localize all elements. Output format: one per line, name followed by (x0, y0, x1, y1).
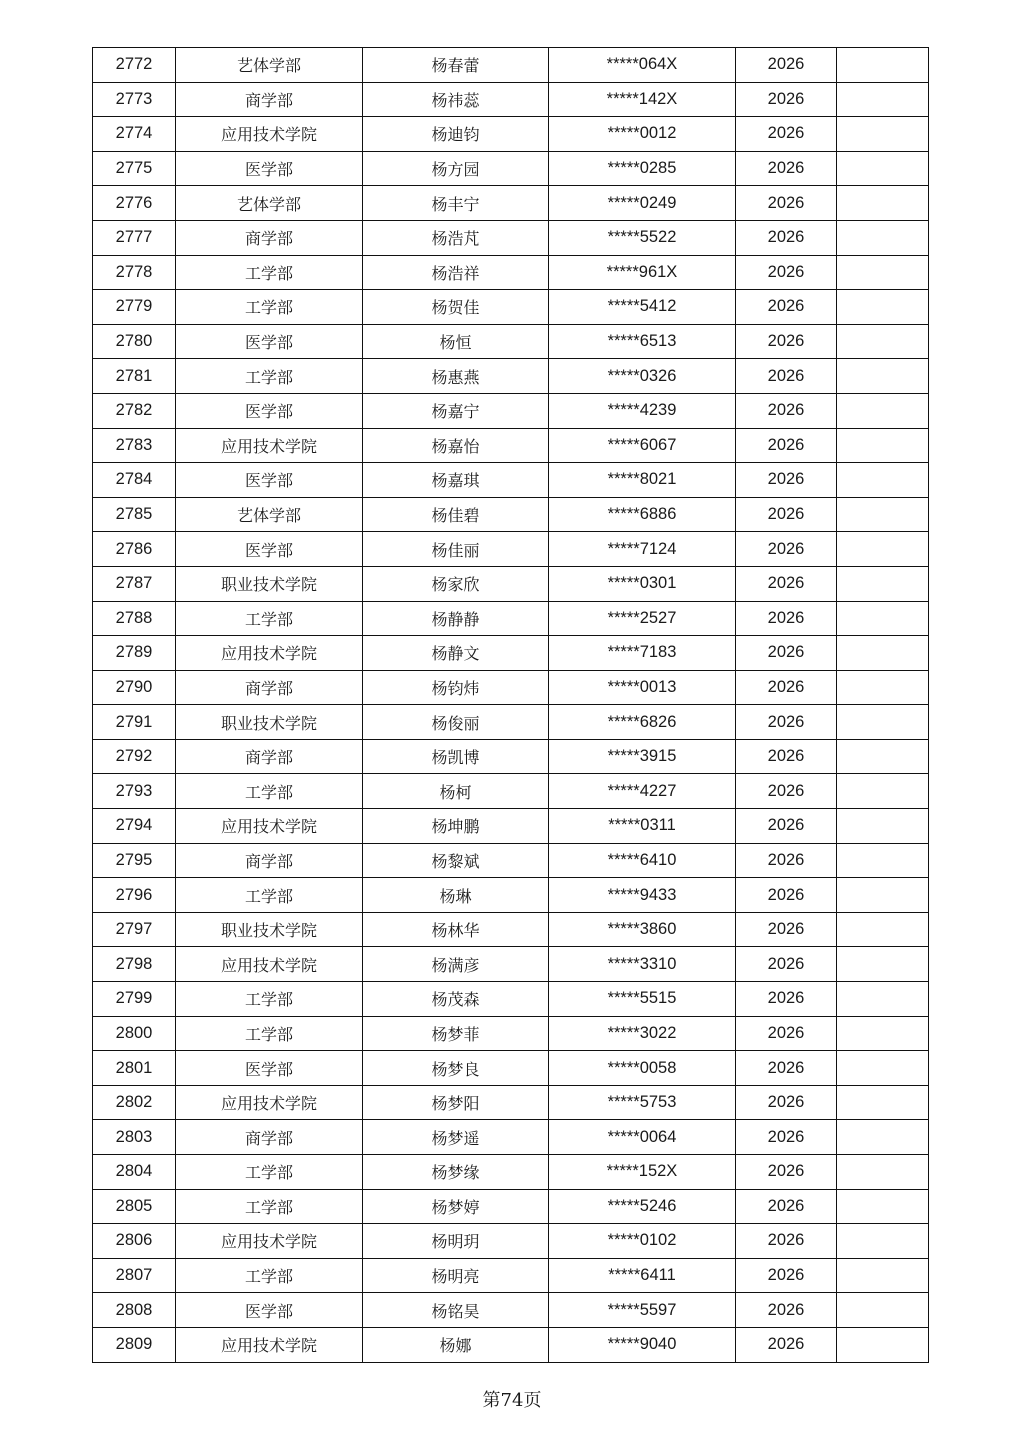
remark-cell (837, 739, 929, 774)
student-name-cell: 杨嘉琪 (363, 463, 549, 498)
remark-cell (837, 1155, 929, 1190)
department-cell: 应用技术学院 (176, 636, 363, 671)
row-number-cell: 2802 (93, 1085, 176, 1120)
department-cell: 应用技术学院 (176, 428, 363, 463)
year-cell: 2026 (736, 497, 837, 532)
row-number-cell: 2792 (93, 739, 176, 774)
table-row (93, 601, 929, 636)
department-cell: 医学部 (176, 393, 363, 428)
id-number-cell: *****6411 (549, 1258, 736, 1293)
row-number-cell: 2772 (93, 48, 176, 83)
student-name-cell: 杨明玥 (363, 1224, 549, 1259)
remark-cell (837, 497, 929, 532)
department-cell: 应用技术学院 (176, 809, 363, 844)
page-number: 第74页 (482, 1390, 542, 1411)
row-number-cell: 2798 (93, 947, 176, 982)
department-cell: 职业技术学院 (176, 912, 363, 947)
table-row (93, 532, 929, 567)
table-row (93, 1224, 929, 1259)
table-row (93, 1016, 929, 1051)
student-name-cell: 杨浩祥 (363, 255, 549, 290)
remark-cell (837, 82, 929, 117)
id-number-cell: *****4239 (549, 393, 736, 428)
department-cell: 艺体学部 (176, 497, 363, 532)
year-cell: 2026 (736, 1327, 837, 1362)
department-cell: 应用技术学院 (176, 1224, 363, 1259)
table-row (93, 151, 929, 186)
year-cell: 2026 (736, 1051, 837, 1086)
department-cell: 工学部 (176, 601, 363, 636)
remark-cell (837, 151, 929, 186)
table-row (93, 1085, 929, 1120)
remark-cell (837, 1327, 929, 1362)
id-number-cell: *****3310 (549, 947, 736, 982)
year-cell: 2026 (736, 1293, 837, 1328)
student-name-cell: 杨佳碧 (363, 497, 549, 532)
row-number-cell: 2806 (93, 1224, 176, 1259)
remark-cell (837, 1224, 929, 1259)
table-row (93, 809, 929, 844)
department-cell: 医学部 (176, 1293, 363, 1328)
department-cell: 医学部 (176, 1051, 363, 1086)
student-name-cell: 杨娜 (363, 1327, 549, 1362)
department-cell: 医学部 (176, 463, 363, 498)
year-cell: 2026 (736, 878, 837, 913)
id-number-cell: *****5412 (549, 290, 736, 325)
department-cell: 职业技术学院 (176, 705, 363, 740)
department-cell: 工学部 (176, 878, 363, 913)
remark-cell (837, 48, 929, 83)
year-cell: 2026 (736, 428, 837, 463)
department-cell: 应用技术学院 (176, 947, 363, 982)
id-number-cell: *****3022 (549, 1016, 736, 1051)
id-number-cell: *****7183 (549, 636, 736, 671)
student-name-cell: 杨茂森 (363, 982, 549, 1017)
year-cell: 2026 (736, 1224, 837, 1259)
year-cell: 2026 (736, 393, 837, 428)
remark-cell (837, 636, 929, 671)
id-number-cell: *****152X (549, 1155, 736, 1190)
roster-table (92, 47, 929, 1363)
table-row (93, 1327, 929, 1362)
row-number-cell: 2786 (93, 532, 176, 567)
id-number-cell: *****9433 (549, 878, 736, 913)
year-cell: 2026 (736, 1189, 837, 1224)
table-row (93, 636, 929, 671)
remark-cell (837, 532, 929, 567)
id-number-cell: *****9040 (549, 1327, 736, 1362)
id-number-cell: *****961X (549, 255, 736, 290)
row-number-cell: 2783 (93, 428, 176, 463)
year-cell: 2026 (736, 1120, 837, 1155)
year-cell: 2026 (736, 151, 837, 186)
department-cell: 工学部 (176, 774, 363, 809)
department-cell: 商学部 (176, 82, 363, 117)
row-number-cell: 2775 (93, 151, 176, 186)
department-cell: 工学部 (176, 982, 363, 1017)
student-name-cell: 杨浩芃 (363, 220, 549, 255)
year-cell: 2026 (736, 982, 837, 1017)
department-cell: 工学部 (176, 1258, 363, 1293)
year-cell: 2026 (736, 566, 837, 601)
remark-cell (837, 843, 929, 878)
year-cell: 2026 (736, 1016, 837, 1051)
row-number-cell: 2799 (93, 982, 176, 1017)
remark-cell (837, 947, 929, 982)
table-row (93, 912, 929, 947)
year-cell: 2026 (736, 947, 837, 982)
row-number-cell: 2805 (93, 1189, 176, 1224)
student-name-cell: 杨迪钧 (363, 117, 549, 152)
year-cell: 2026 (736, 1258, 837, 1293)
remark-cell (837, 566, 929, 601)
remark-cell (837, 982, 929, 1017)
department-cell: 医学部 (176, 532, 363, 567)
student-name-cell: 杨方园 (363, 151, 549, 186)
row-number-cell: 2800 (93, 1016, 176, 1051)
student-name-cell: 杨明亮 (363, 1258, 549, 1293)
id-number-cell: *****0064 (549, 1120, 736, 1155)
student-name-cell: 杨钧炜 (363, 670, 549, 705)
table-row (93, 739, 929, 774)
table-row (93, 1258, 929, 1293)
id-number-cell: *****6826 (549, 705, 736, 740)
row-number-cell: 2779 (93, 290, 176, 325)
row-number-cell: 2795 (93, 843, 176, 878)
student-name-cell: 杨柯 (363, 774, 549, 809)
row-number-cell: 2773 (93, 82, 176, 117)
remark-cell (837, 117, 929, 152)
year-cell: 2026 (736, 324, 837, 359)
row-number-cell: 2807 (93, 1258, 176, 1293)
department-cell: 商学部 (176, 739, 363, 774)
year-cell: 2026 (736, 186, 837, 221)
year-cell: 2026 (736, 359, 837, 394)
department-cell: 工学部 (176, 290, 363, 325)
remark-cell (837, 186, 929, 221)
row-number-cell: 2808 (93, 1293, 176, 1328)
id-number-cell: *****0285 (549, 151, 736, 186)
table-row (93, 947, 929, 982)
year-cell: 2026 (736, 739, 837, 774)
row-number-cell: 2794 (93, 809, 176, 844)
table-row (93, 1051, 929, 1086)
row-number-cell: 2793 (93, 774, 176, 809)
remark-cell (837, 393, 929, 428)
student-name-cell: 杨祎蕊 (363, 82, 549, 117)
year-cell: 2026 (736, 82, 837, 117)
department-cell: 工学部 (176, 1016, 363, 1051)
remark-cell (837, 428, 929, 463)
year-cell: 2026 (736, 532, 837, 567)
table-row (93, 982, 929, 1017)
row-number-cell: 2803 (93, 1120, 176, 1155)
student-name-cell: 杨静文 (363, 636, 549, 671)
id-number-cell: *****6067 (549, 428, 736, 463)
row-number-cell: 2796 (93, 878, 176, 913)
row-number-cell: 2784 (93, 463, 176, 498)
student-name-cell: 杨黎斌 (363, 843, 549, 878)
department-cell: 医学部 (176, 324, 363, 359)
table-row (93, 220, 929, 255)
student-name-cell: 杨梦缘 (363, 1155, 549, 1190)
department-cell: 工学部 (176, 1189, 363, 1224)
year-cell: 2026 (736, 601, 837, 636)
year-cell: 2026 (736, 290, 837, 325)
id-number-cell: *****4227 (549, 774, 736, 809)
table-row (93, 117, 929, 152)
row-number-cell: 2778 (93, 255, 176, 290)
table-row (93, 463, 929, 498)
table-row (93, 670, 929, 705)
table-row (93, 566, 929, 601)
department-cell: 职业技术学院 (176, 566, 363, 601)
id-number-cell: *****0301 (549, 566, 736, 601)
year-cell: 2026 (736, 463, 837, 498)
row-number-cell: 2777 (93, 220, 176, 255)
row-number-cell: 2776 (93, 186, 176, 221)
row-number-cell: 2789 (93, 636, 176, 671)
year-cell: 2026 (736, 1155, 837, 1190)
table-row (93, 1120, 929, 1155)
id-number-cell: *****5522 (549, 220, 736, 255)
id-number-cell: *****6410 (549, 843, 736, 878)
id-number-cell: *****3860 (549, 912, 736, 947)
department-cell: 商学部 (176, 220, 363, 255)
student-name-cell: 杨惠燕 (363, 359, 549, 394)
id-number-cell: *****0249 (549, 186, 736, 221)
table-row (93, 82, 929, 117)
id-number-cell: *****7124 (549, 532, 736, 567)
id-number-cell: *****5753 (549, 1085, 736, 1120)
remark-cell (837, 1293, 929, 1328)
year-cell: 2026 (736, 912, 837, 947)
department-cell: 应用技术学院 (176, 1327, 363, 1362)
student-name-cell: 杨梦阳 (363, 1085, 549, 1120)
remark-cell (837, 290, 929, 325)
table-row (93, 1155, 929, 1190)
remark-cell (837, 1016, 929, 1051)
id-number-cell: *****5246 (549, 1189, 736, 1224)
id-number-cell: *****8021 (549, 463, 736, 498)
row-number-cell: 2801 (93, 1051, 176, 1086)
row-number-cell: 2785 (93, 497, 176, 532)
remark-cell (837, 809, 929, 844)
table-row (93, 1189, 929, 1224)
department-cell: 工学部 (176, 255, 363, 290)
row-number-cell: 2790 (93, 670, 176, 705)
remark-cell (837, 912, 929, 947)
remark-cell (837, 255, 929, 290)
student-name-cell: 杨满彦 (363, 947, 549, 982)
student-name-cell: 杨嘉怡 (363, 428, 549, 463)
student-name-cell: 杨丰宁 (363, 186, 549, 221)
table-row (93, 255, 929, 290)
student-name-cell: 杨恒 (363, 324, 549, 359)
student-name-cell: 杨俊丽 (363, 705, 549, 740)
student-name-cell: 杨林华 (363, 912, 549, 947)
department-cell: 商学部 (176, 843, 363, 878)
year-cell: 2026 (736, 48, 837, 83)
student-name-cell: 杨家欣 (363, 566, 549, 601)
id-number-cell: *****6513 (549, 324, 736, 359)
department-cell: 艺体学部 (176, 48, 363, 83)
year-cell: 2026 (736, 636, 837, 671)
department-cell: 工学部 (176, 1155, 363, 1190)
remark-cell (837, 1258, 929, 1293)
id-number-cell: *****0102 (549, 1224, 736, 1259)
student-name-cell: 杨佳丽 (363, 532, 549, 567)
id-number-cell: *****0013 (549, 670, 736, 705)
row-number-cell: 2780 (93, 324, 176, 359)
remark-cell (837, 878, 929, 913)
table-row (93, 428, 929, 463)
row-number-cell: 2788 (93, 601, 176, 636)
table-row (93, 324, 929, 359)
remark-cell (837, 1051, 929, 1086)
remark-cell (837, 1120, 929, 1155)
row-number-cell: 2774 (93, 117, 176, 152)
year-cell: 2026 (736, 220, 837, 255)
id-number-cell: *****0326 (549, 359, 736, 394)
table-row (93, 290, 929, 325)
row-number-cell: 2781 (93, 359, 176, 394)
id-number-cell: *****6886 (549, 497, 736, 532)
department-cell: 商学部 (176, 1120, 363, 1155)
table-row (93, 705, 929, 740)
year-cell: 2026 (736, 774, 837, 809)
remark-cell (837, 705, 929, 740)
year-cell: 2026 (736, 705, 837, 740)
table-row (93, 1293, 929, 1328)
student-name-cell: 杨贺佳 (363, 290, 549, 325)
student-name-cell: 杨梦婷 (363, 1189, 549, 1224)
row-number-cell: 2782 (93, 393, 176, 428)
remark-cell (837, 359, 929, 394)
id-number-cell: *****142X (549, 82, 736, 117)
row-number-cell: 2804 (93, 1155, 176, 1190)
remark-cell (837, 1085, 929, 1120)
student-name-cell: 杨梦菲 (363, 1016, 549, 1051)
remark-cell (837, 601, 929, 636)
row-number-cell: 2797 (93, 912, 176, 947)
student-name-cell: 杨琳 (363, 878, 549, 913)
department-cell: 艺体学部 (176, 186, 363, 221)
student-name-cell: 杨梦良 (363, 1051, 549, 1086)
table-row (93, 497, 929, 532)
id-number-cell: *****064X (549, 48, 736, 83)
remark-cell (837, 463, 929, 498)
remark-cell (837, 220, 929, 255)
id-number-cell: *****5515 (549, 982, 736, 1017)
student-name-cell: 杨坤鹏 (363, 809, 549, 844)
table-row (93, 774, 929, 809)
student-name-cell: 杨铭昊 (363, 1293, 549, 1328)
student-name-cell: 杨静静 (363, 601, 549, 636)
remark-cell (837, 670, 929, 705)
row-number-cell: 2791 (93, 705, 176, 740)
id-number-cell: *****3915 (549, 739, 736, 774)
id-number-cell: *****0012 (549, 117, 736, 152)
id-number-cell: *****5597 (549, 1293, 736, 1328)
year-cell: 2026 (736, 255, 837, 290)
department-cell: 工学部 (176, 359, 363, 394)
table-row (93, 843, 929, 878)
department-cell: 商学部 (176, 670, 363, 705)
year-cell: 2026 (736, 1085, 837, 1120)
department-cell: 应用技术学院 (176, 117, 363, 152)
department-cell: 医学部 (176, 151, 363, 186)
row-number-cell: 2787 (93, 566, 176, 601)
remark-cell (837, 1189, 929, 1224)
student-name-cell: 杨春蕾 (363, 48, 549, 83)
table-row (93, 393, 929, 428)
roster-table-body (93, 48, 929, 1363)
year-cell: 2026 (736, 809, 837, 844)
remark-cell (837, 774, 929, 809)
student-name-cell: 杨梦遥 (363, 1120, 549, 1155)
student-name-cell: 杨凯博 (363, 739, 549, 774)
year-cell: 2026 (736, 843, 837, 878)
table-row (93, 359, 929, 394)
id-number-cell: *****0058 (549, 1051, 736, 1086)
table-row (93, 48, 929, 83)
id-number-cell: *****2527 (549, 601, 736, 636)
year-cell: 2026 (736, 117, 837, 152)
table-row (93, 878, 929, 913)
row-number-cell: 2809 (93, 1327, 176, 1362)
department-cell: 应用技术学院 (176, 1085, 363, 1120)
id-number-cell: *****0311 (549, 809, 736, 844)
student-name-cell: 杨嘉宁 (363, 393, 549, 428)
remark-cell (837, 324, 929, 359)
table-row (93, 186, 929, 221)
year-cell: 2026 (736, 670, 837, 705)
